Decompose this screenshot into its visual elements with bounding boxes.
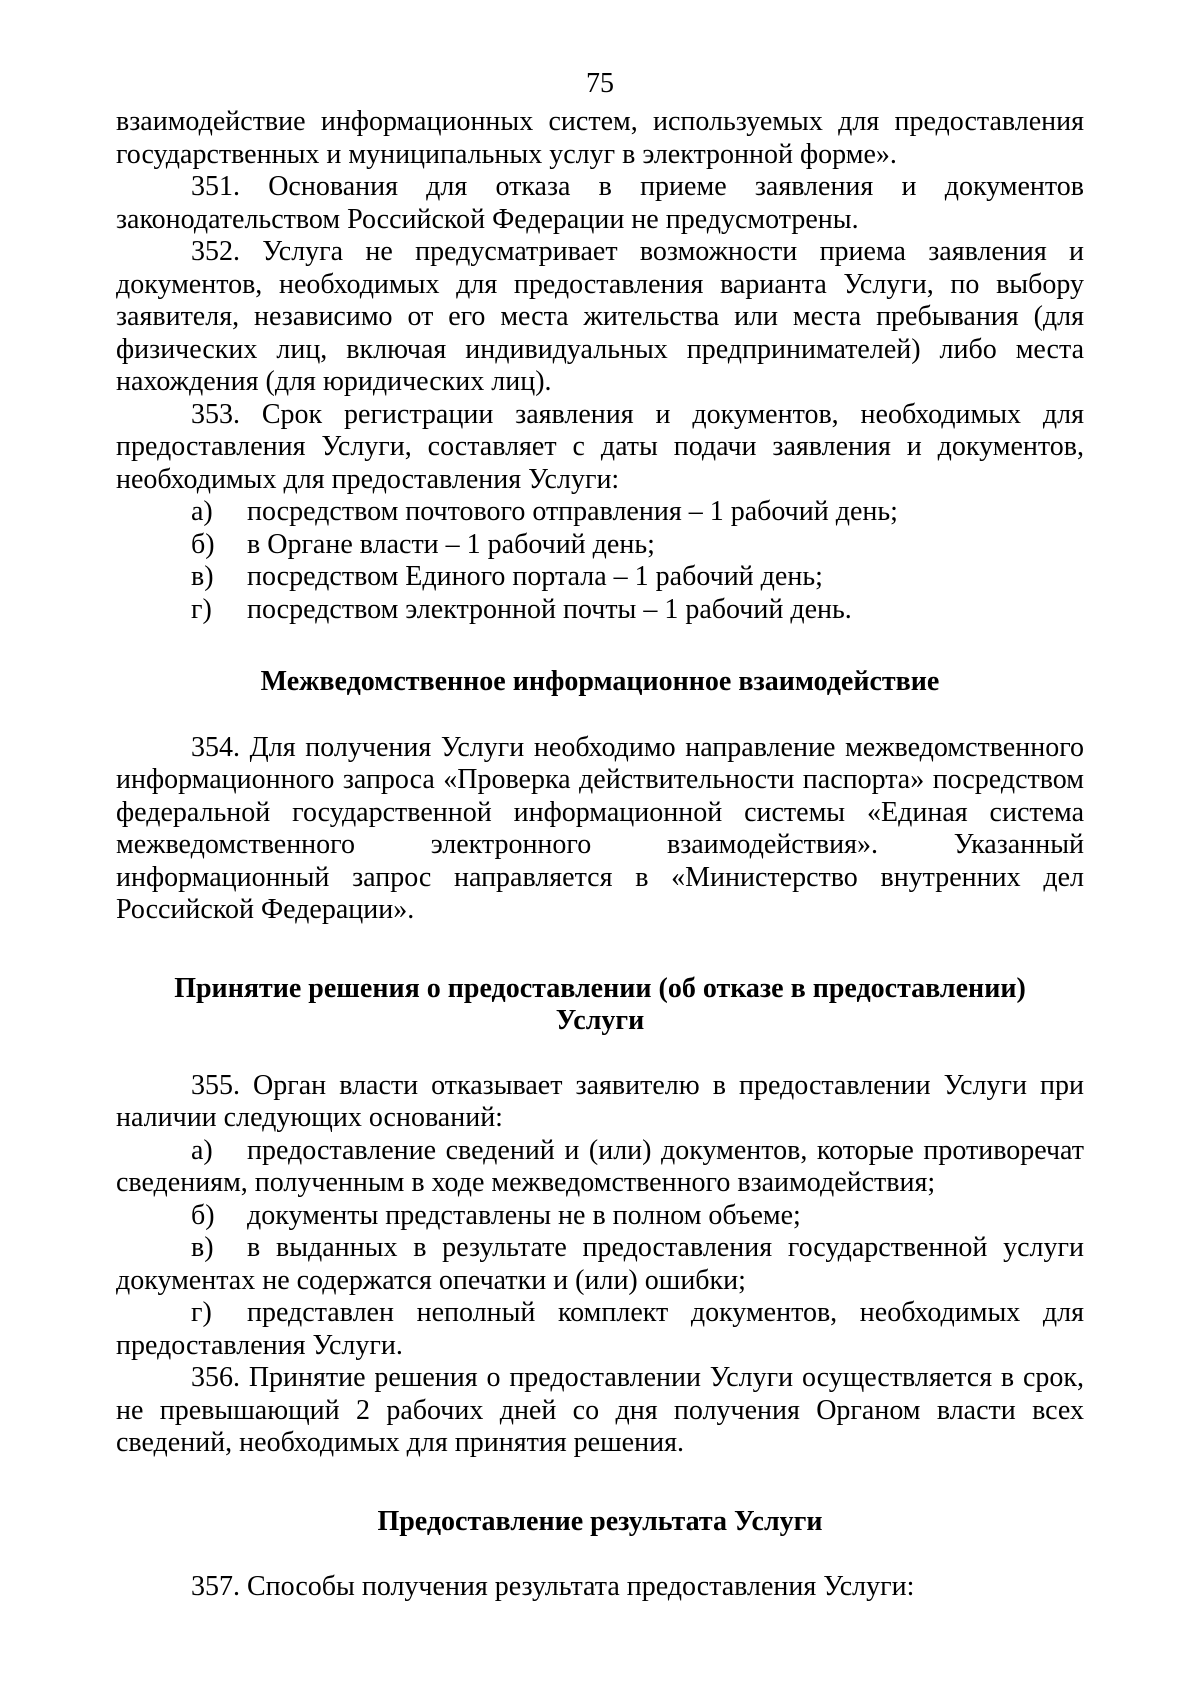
list-item	[116, 594, 1084, 627]
paragraph-354: 354. Для получения Услуги необходимо направление межведомственного информационного запроса «Проверка действительности паспорта» посредством федеральной государственной информационной системы «Единая система межведомственного электронного взаимодействия». Указанный информационный запрос направляется в «Министерство внутренних дел Российской Федерации».	[116, 731, 1084, 925]
list-item	[116, 529, 1084, 562]
list-item-text: в Органе власти – 1 рабочий день;	[247, 528, 655, 560]
paragraph-357: 357. Способы получения результата предоставления Услуги:	[191, 1571, 915, 1602]
list-item-text: предоставление сведений и (или) документов, которые противоречат сведениям, полученным в ходе межведомственного взаимодействия;	[116, 1134, 1084, 1198]
list-marker: в)	[191, 1232, 214, 1263]
list-item-text: представлен неполный комплект документов, необходимых для предоставления Услуги.	[116, 1297, 1084, 1361]
list-marker: а)	[191, 1134, 213, 1166]
list-marker: г)	[191, 593, 212, 625]
document-body	[116, 106, 1084, 1604]
section-heading-interagency: Межведомственное информационное взаимодействие	[260, 666, 940, 697]
list-353	[116, 496, 1084, 626]
paragraph-continuation: взаимодействие информационных систем, используемых для предоставления государственных и муниципальных услуг в электронной форме».	[116, 106, 1084, 170]
section-heading-decision-line1: Принятие решения о предоставлении (об отказе в предоставлении)	[174, 972, 1026, 1004]
list-item	[116, 1200, 1084, 1233]
list-item-text: посредством электронной почты – 1 рабочий день.	[247, 593, 852, 625]
paragraph-353: 353. Срок регистрации заявления и документов, необходимых для предоставления Услуги, составляет с даты подачи заявления и документов, необходимых для предоставления Услуги:	[116, 398, 1084, 495]
list-item-text: посредством почтового отправления – 1 рабочий день;	[247, 496, 898, 527]
list-item	[116, 496, 1084, 529]
section-heading-result: Предоставление результата Услуги	[377, 1505, 823, 1537]
list-item-text: документы представлены не в полном объеме;	[247, 1199, 801, 1231]
paragraph-351: 351. Основания для отказа в приеме заявления и документов законодательством Российской Федерации не предусмотрены.	[116, 171, 1084, 235]
section-heading-decision-line2: Услуги	[555, 1005, 645, 1036]
list-item	[116, 561, 1084, 594]
paragraph-356: 356. Принятие решения о предоставлении Услуги осуществляется в срок, не превышающий 2 рабочих дней со дня получения Органом власти всех сведений, необходимых для принятия решения.	[116, 1362, 1084, 1458]
list-item-text: в выданных в результате предоставления государственной услуги документах не содержатся опечатки и (или) ошибки;	[116, 1232, 1084, 1296]
list-item	[116, 1297, 1084, 1362]
paragraph-355: 355. Орган власти отказывает заявителю в предоставлении Услуги при наличии следующих оснований:	[116, 1069, 1084, 1133]
list-355	[116, 1135, 1084, 1363]
page-number: 75	[586, 68, 614, 99]
list-item-text: посредством Единого портала – 1 рабочий день;	[247, 561, 823, 592]
paragraph-352: 352. Услуга не предусматривает возможности приема заявления и документов, необходимых для предоставления варианта Услуги, по выбору заявителя, независимо от его места жительства или места пребывания (для физических лиц, включая индивидуальных предпринимателей) либо места нахождения (для юридических лиц).	[116, 236, 1084, 397]
list-marker: в)	[191, 561, 214, 592]
list-item	[116, 1135, 1084, 1200]
list-marker: б)	[191, 528, 215, 560]
list-marker: а)	[191, 496, 213, 527]
list-item	[116, 1232, 1084, 1297]
list-marker: б)	[191, 1199, 215, 1231]
list-marker: г)	[191, 1297, 212, 1328]
